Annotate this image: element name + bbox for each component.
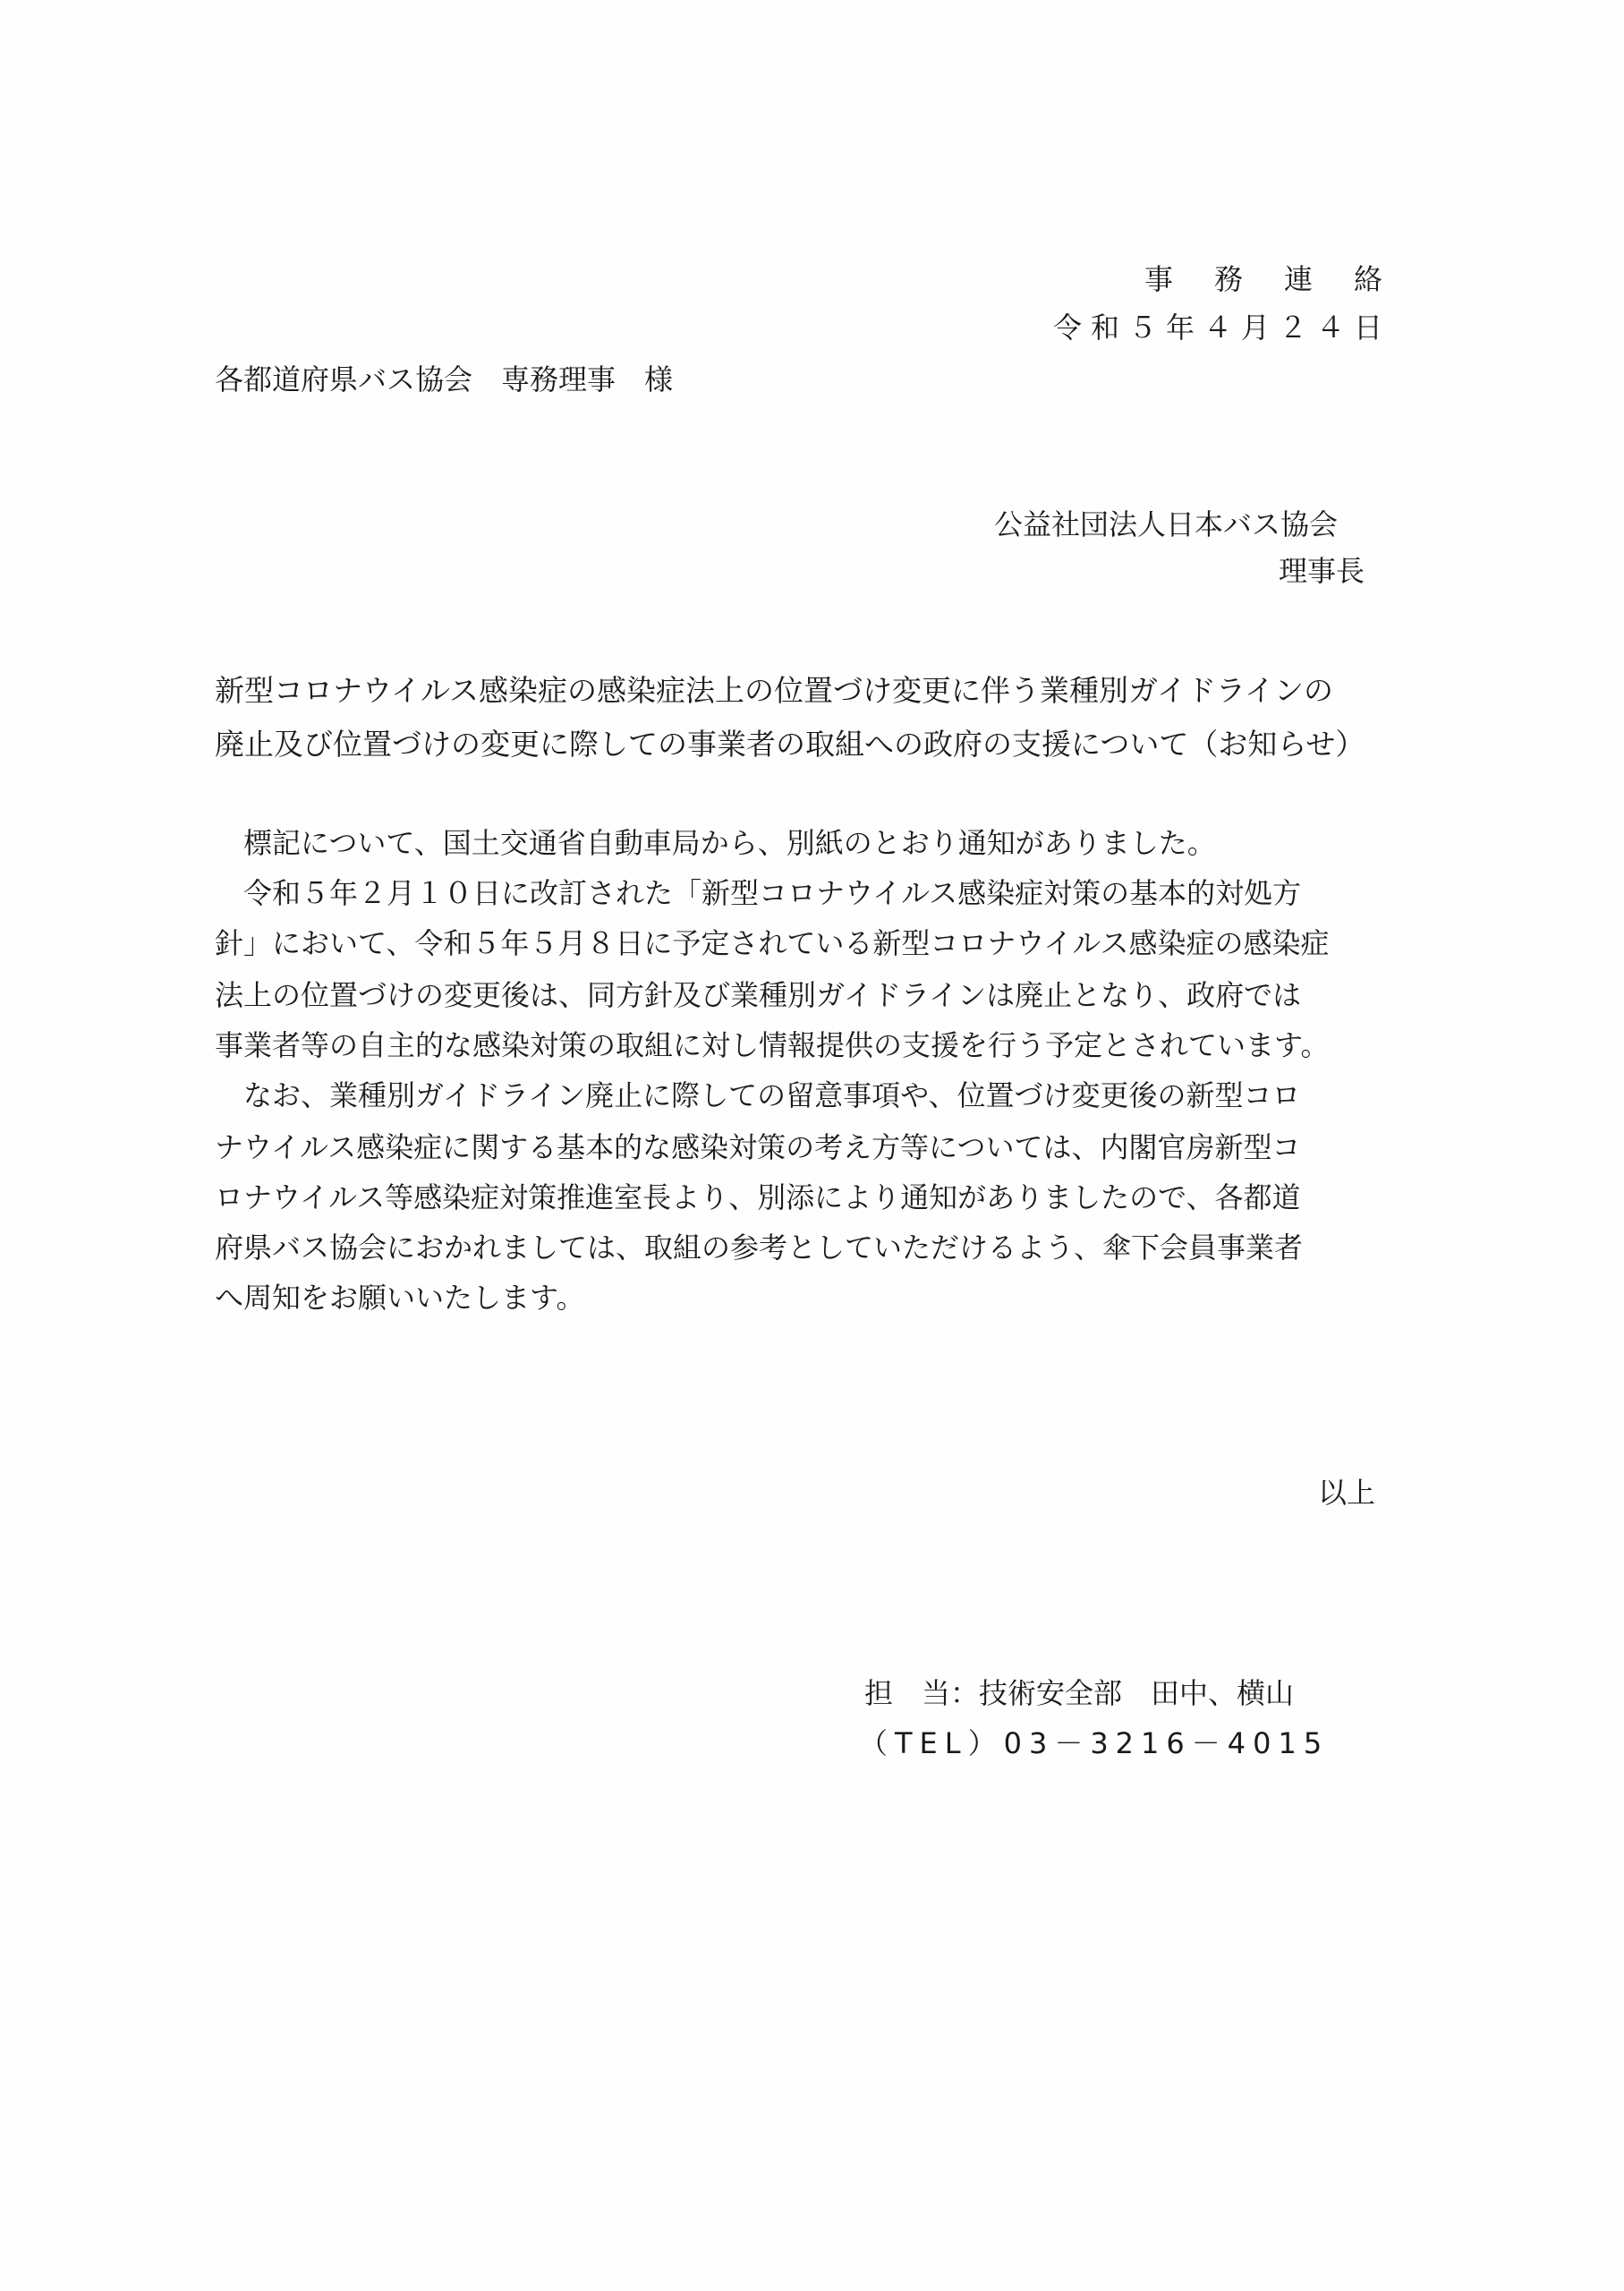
body-line: 令和５年２月１０日に改訂された「新型コロナウイルス感染症対策の基本的対処方 [215, 876, 1302, 910]
body-line: へ周知をお願いいたします。 [215, 1281, 585, 1315]
body-line: 針」において、令和５年５月８日に予定されている新型コロナウイルス感染症の感染症 [215, 926, 1330, 960]
body-line: ロナウイルス等感染症対策推進室長より、別添により通知がありましたので、各都道 [215, 1180, 1301, 1214]
contact-phone: （TEL）03－3216－4015 [859, 1726, 1330, 1760]
body-line: 事業者等の自主的な感染対策の取組に対し情報提供の支援を行う予定とされています。 [215, 1028, 1330, 1062]
subject-line-1: 新型コロナウイルス感染症の感染症法上の位置づけ変更に伴う業種別ガイドラインの [215, 673, 1334, 708]
body-line: 標記について、国土交通省自動車局から、別紙のとおり通知がありました。 [215, 826, 1216, 860]
sender-title: 理事長 [1278, 554, 1365, 588]
contact-person: 担 当：技術安全部 田中、横山 [864, 1676, 1295, 1710]
body-line: なお、業種別ガイドライン廃止に際しての留意事項や、位置づけ変更後の新型コロ [215, 1078, 1301, 1112]
body-line: 府県バス協会におかれましては、取組の参考としていただけるよう、傘下会員事業者 [215, 1231, 1304, 1265]
document-type: 事務連絡 [1144, 262, 1424, 296]
body-line: ナウイルス感染症に関する基本的な感染対策の考え方等については、内閣官房新型コ [215, 1130, 1301, 1164]
addressee: 各都道府県バス協会 専務理事 様 [215, 362, 674, 396]
sender-organization: 公益社団法人日本バス協会 [993, 507, 1338, 541]
document-date: 令和５年４月２４日 [1052, 311, 1391, 345]
body-line: 法上の位置づけの変更後は、同方針及び業種別ガイドラインは廃止となり、政府では [215, 978, 1302, 1012]
subject-line-2: 廃止及び位置づけの変更に際しての事業者の取組への政府の支援について（お知らせ） [215, 727, 1365, 762]
closing-mark: 以上 [1317, 1476, 1375, 1510]
